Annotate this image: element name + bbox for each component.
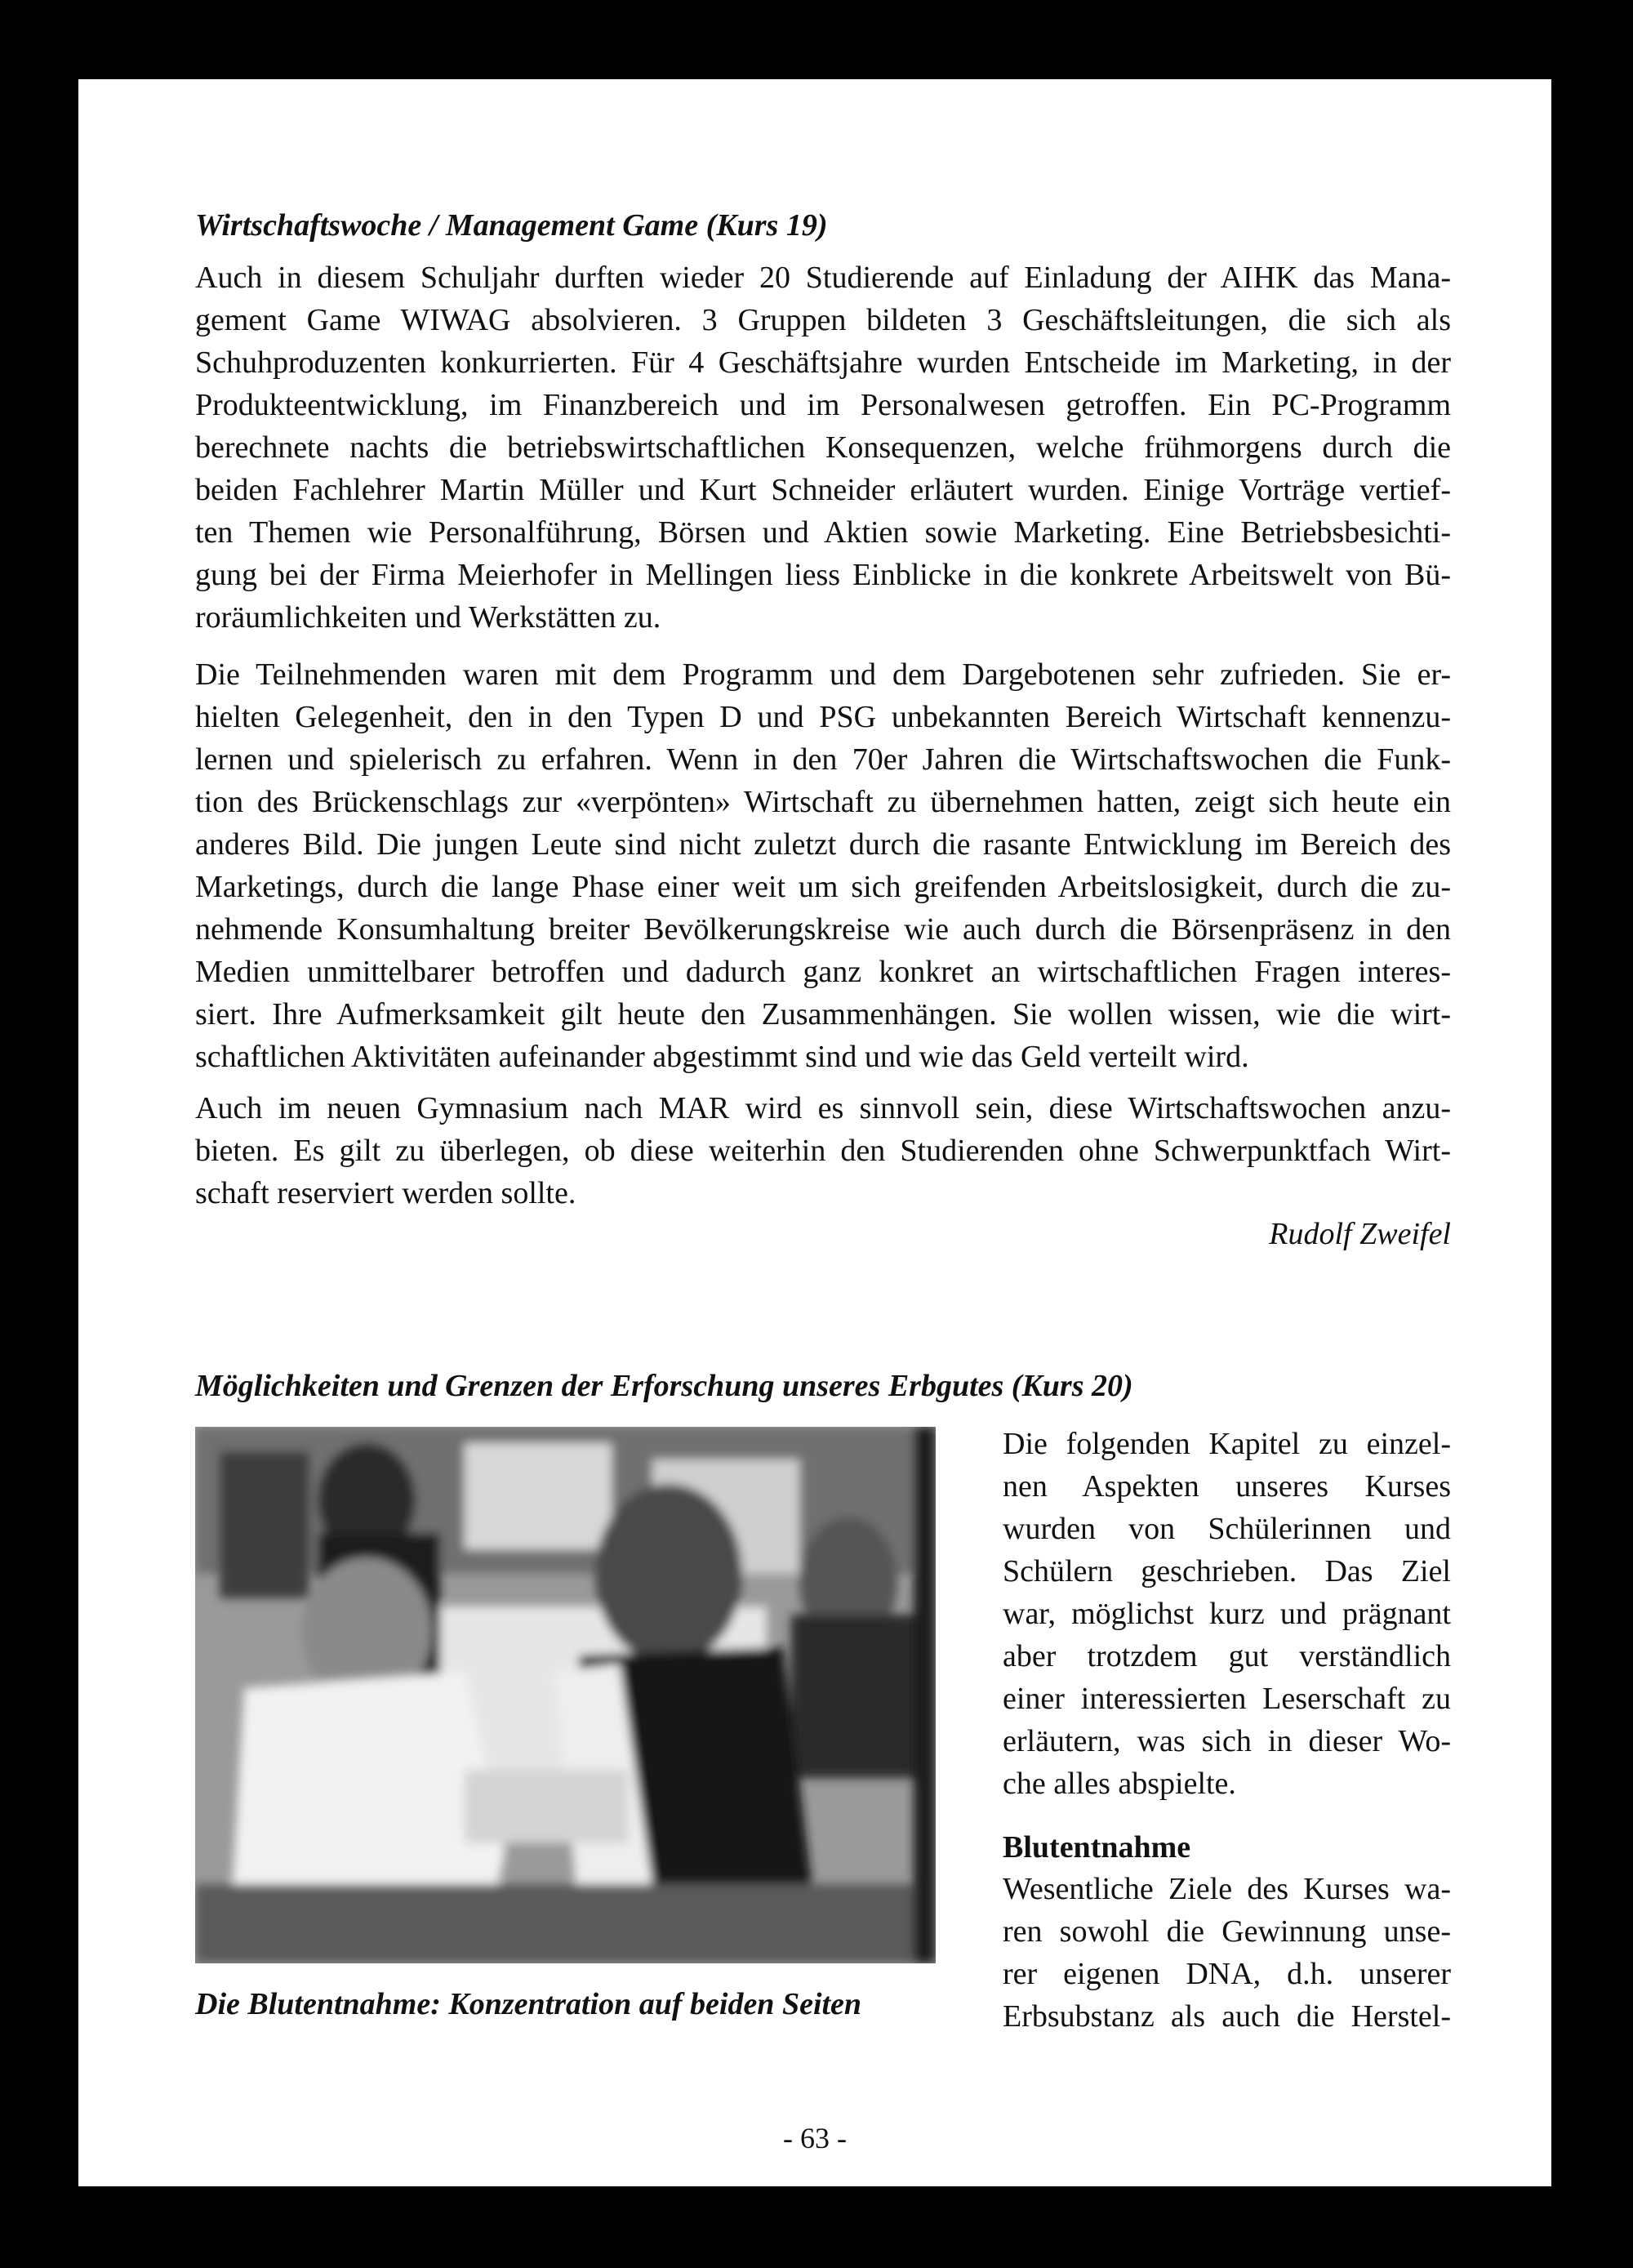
text-line: nen Aspekten unseres Kurses [1003,1469,1451,1504]
text-line: Die folgenden Kapitel zu einzel- [1003,1427,1451,1461]
subheading-blutentnahme: Blutentnahme [1003,1830,1191,1865]
text-line: bieten. Es gilt zu überlegen, ob diese weiterhin den Studierenden ohne Schwerpunktfach Wirt- [195,1134,1451,1168]
intro-paragraph [1003,1423,1451,1805]
text-line: beiden Fachlehrer Martin Müller und Kurt Schneider erläutert wurden. Einige Vorträge vertief- [195,473,1451,507]
text-line: Die Teilnehmenden waren mit dem Programm und dem Dargebotenen sehr zufrieden. Sie er- [195,657,1451,692]
text-line: aber trotzdem gut verständlich [1003,1639,1451,1673]
text-line: Medien unmittelbarer betroffen und dadurch ganz konkret an wirtschaftlichen Fragen interes- [195,955,1451,989]
text-line: Wesentliche Ziele des Kurses wa- [1003,1872,1451,1906]
text-line: roräumlichkeiten und Werkstätten zu. [195,600,661,635]
text-line: ren sowohl die Gewinnung unse- [1003,1914,1451,1949]
text-line: gung bei der Firma Meierhofer in Mellingen liess Einblicke in die konkrete Arbeitswelt von Bü- [195,558,1451,592]
section-heading-kurs-20: Möglichkeiten und Grenzen der Erforschung unseres Erbgutes (Kurs 20) [195,1369,1133,1403]
author-signature: Rudolf Zweifel [1269,1217,1451,1251]
text-line: Auch in diesem Schuljahr durften wieder 20 Studierende auf Einladung der AIHK das Mana- [195,261,1451,295]
text-line: Schülern geschrieben. Das Ziel [1003,1554,1451,1588]
photo-caption: Die Blutentnahme: Konzentration auf beiden Seiten [195,1987,862,2021]
text-line: lernen und spielerisch zu erfahren. Wenn in den 70er Jahren die Wirtschaftswochen die Funk- [195,742,1451,777]
text-line: hielten Gelegenheit, den in den Typen D und PSG unbekannten Bereich Wirtschaft kennenzu- [195,700,1451,734]
text-line: schaft reserviert werden sollte. [195,1176,576,1210]
document-page [78,79,1551,2186]
text-line: che alles abspielte. [1003,1767,1236,1801]
text-line: anderes Bild. Die jungen Leute sind nicht zuletzt durch die rasante Entwicklung im Bereich des [195,827,1451,862]
text-line: Produkteentwicklung, im Finanzbereich und im Personalwesen getroffen. Ein PC-Programm [195,388,1451,422]
text-line: nehmende Konsumhaltung breiter Bevölkerungskreise wie auch durch die Börsenpräsenz in den [195,912,1451,947]
paragraph-3 [195,1087,1451,1214]
text-line: siert. Ihre Aufmerksamkeit gilt heute den Zusammenhängen. Sie wollen wissen, wie die wirt- [195,997,1451,1032]
text-line: gement Game WIWAG absolvieren. 3 Gruppen bildeten 3 Geschäftsleitungen, die sich als [195,303,1451,337]
text-line: wurden von Schülerinnen und [1003,1512,1451,1546]
text-line: tion des Brückenschlags zur «verpönten» Wirtschaft zu übernehmen hatten, zeigt sich heute ein [195,785,1451,819]
page-number: - 63 - [783,2122,847,2154]
text-line: einer interessierten Leserschaft zu [1003,1682,1451,1716]
section-heading-kurs-19: Wirtschaftswoche / Management Game (Kurs 19) [195,208,828,243]
text-line: erläutern, was sich in dieser Wo- [1003,1724,1451,1758]
text-line: war, möglichst kurz und prägnant [1003,1597,1451,1631]
text-line: Schuhproduzenten konkurrierten. Für 4 Geschäftsjahre wurden Entscheide im Marketing, in der [195,345,1451,380]
classroom-photo-image [195,1427,936,1963]
paragraph-1 [195,256,1451,639]
photo-blood-sampling [195,1427,936,1963]
text-line: rer eigenen DNA, d.h. unserer [1003,1957,1451,1991]
text-line: berechnete nachts die betriebswirtschaftlichen Konsequenzen, welche frühmorgens durch die [195,430,1451,465]
paragraph-2 [195,653,1451,1078]
blutentnahme-paragraph [1003,1868,1451,2038]
text-line: Erbsubstanz als auch die Herstel- [1003,1999,1451,2034]
text-line: Marketings, durch die lange Phase einer weit um sich greifenden Arbeitslosigkeit, durch die zu- [195,870,1451,904]
text-line: Auch im neuen Gymnasium nach MAR wird es sinnvoll sein, diese Wirtschaftswochen anzu- [195,1091,1451,1125]
text-line: ten Themen wie Personalführung, Börsen und Aktien sowie Marketing. Eine Betriebsbesichti- [195,515,1451,550]
text-line: schaftlichen Aktivitäten aufeinander abgestimmt sind und wie das Geld verteilt wird. [195,1040,1249,1074]
